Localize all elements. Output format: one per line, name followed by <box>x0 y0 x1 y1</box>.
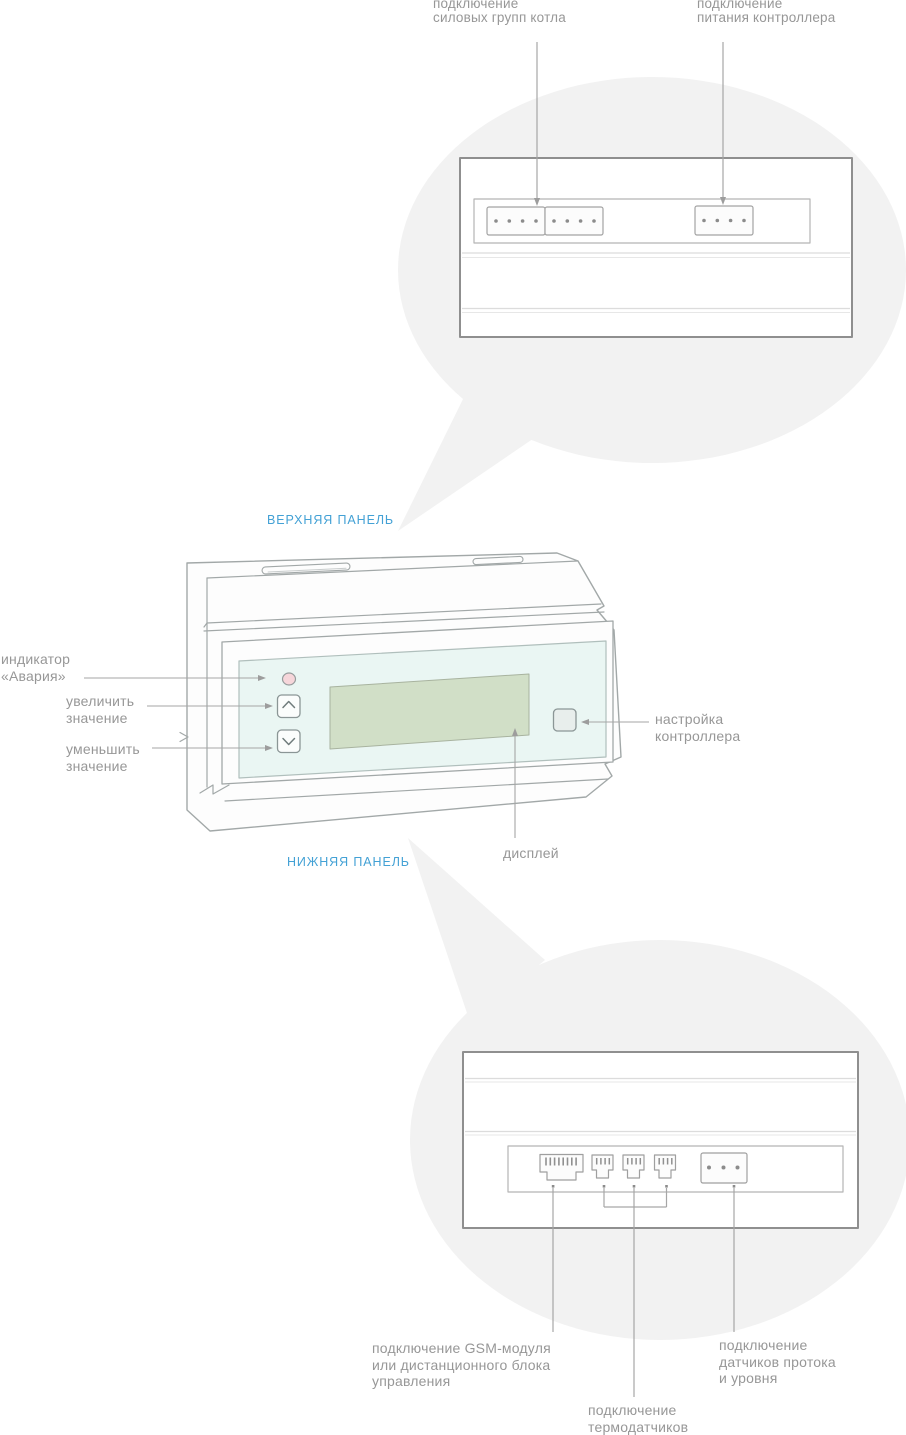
callout-line: подключение <box>433 0 566 11</box>
callout-line: увеличить <box>66 693 134 710</box>
callout-line: значение <box>66 710 134 727</box>
callout-line: управления <box>372 1373 551 1390</box>
callout-gsm-module <box>372 1340 551 1390</box>
callout-line: подключение <box>697 0 835 11</box>
settings-button <box>554 709 577 731</box>
callout-line: или дистанционного блока <box>372 1357 551 1374</box>
top-panel-housing <box>460 158 852 337</box>
callout-display: дисплей <box>503 845 559 862</box>
callout-controller-setup <box>655 711 740 745</box>
controller-device-drawing <box>180 553 621 831</box>
callout-line: силовых групп котла <box>433 11 566 25</box>
callout-power-groups <box>433 0 566 24</box>
callout-line: «Авария» <box>1 668 70 685</box>
callout-line: подключение GSM-модуля <box>372 1340 551 1357</box>
callout-line: подключение <box>719 1337 836 1354</box>
callout-power-supply <box>697 0 835 24</box>
callout-line: и уровня <box>719 1370 836 1387</box>
callout-line: индикатор <box>1 651 70 668</box>
callout-line: питания контроллера <box>697 11 835 25</box>
callout-line: уменьшить <box>66 741 140 758</box>
callout-line: контроллера <box>655 728 740 745</box>
callout-line: термодатчиков <box>588 1419 688 1435</box>
callout-line: подключение <box>588 1402 688 1419</box>
callout-line: датчиков протока <box>719 1354 836 1371</box>
callout-alarm-indicator <box>1 651 70 685</box>
bottom-panel-caption: НИЖНЯЯ ПАНЕЛЬ <box>287 855 410 869</box>
callout-line: значение <box>66 758 140 775</box>
callout-thermo-sensors <box>588 1402 688 1435</box>
callout-increase-value <box>66 693 134 727</box>
callout-line: настройка <box>655 711 740 728</box>
callout-decrease-value <box>66 741 140 775</box>
decrease-button <box>278 730 301 753</box>
callout-flow-level-sensors <box>719 1337 836 1387</box>
increase-button <box>278 695 301 718</box>
top-panel-caption: ВЕРХНЯЯ ПАНЕЛЬ <box>267 513 394 527</box>
alarm-led-icon <box>283 673 296 685</box>
